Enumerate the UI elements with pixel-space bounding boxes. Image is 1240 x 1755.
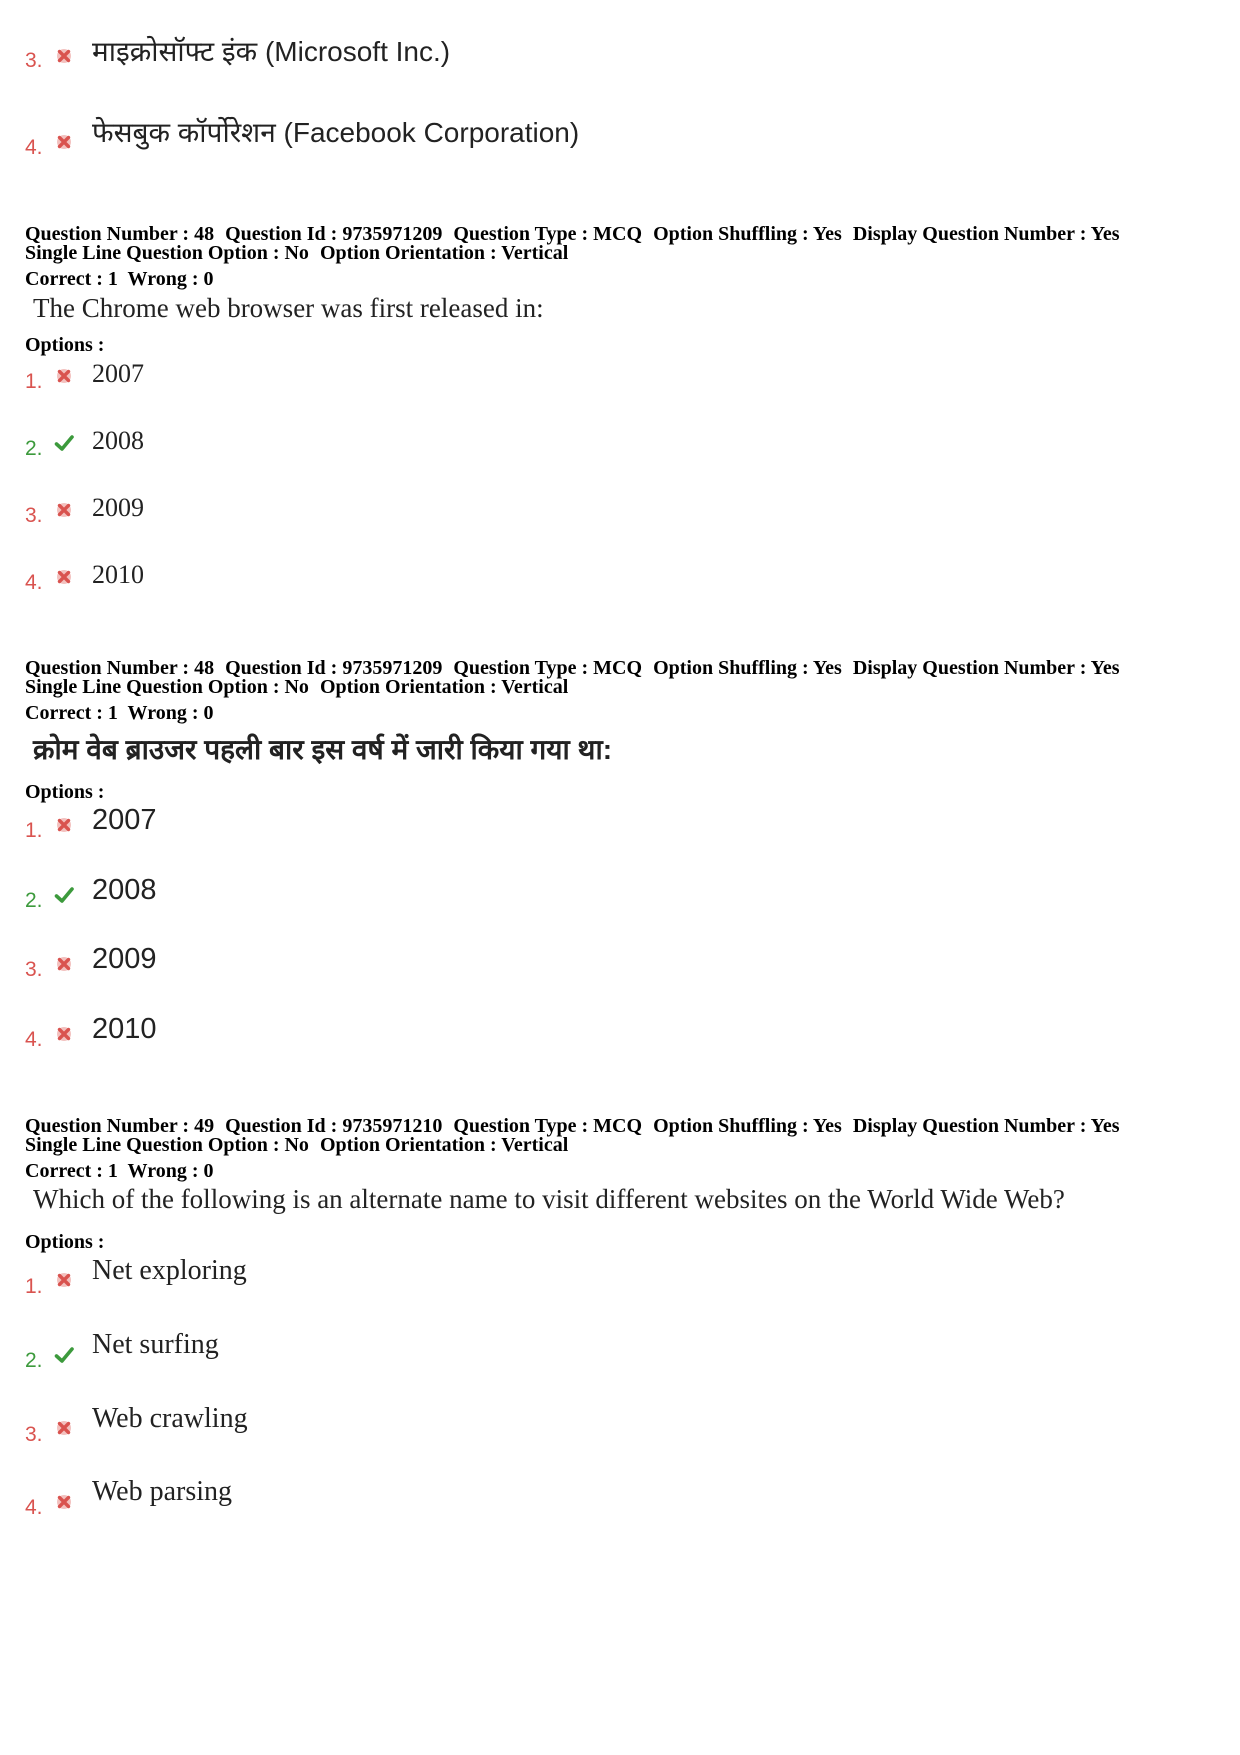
cross-icon — [54, 500, 74, 520]
option-text: 2008 — [92, 426, 144, 455]
cross-icon — [54, 1270, 74, 1290]
option-number: 3. — [25, 49, 43, 72]
option-text: Web crawling — [92, 1403, 248, 1434]
options-label: Options : — [25, 1231, 105, 1253]
option-text: 2010 — [92, 560, 144, 589]
cross-icon — [54, 132, 74, 152]
question-meta-line2: Single Line Question Option : No Option Orientation : Vertical — [25, 1134, 569, 1156]
question-meta-line2: Single Line Question Option : No Option Orientation : Vertical — [25, 676, 569, 698]
cross-icon — [54, 46, 74, 66]
option-text: Net surfing — [92, 1329, 219, 1360]
question-text: The Chrome web browser was first released in: — [33, 293, 544, 323]
cross-icon — [54, 366, 74, 386]
option-text: माइक्रोसॉफ्ट इंक (Microsoft Inc.) — [92, 36, 451, 67]
check-icon — [54, 1345, 74, 1365]
question-text: Which of the following is an alternate name to visit different websites on the World Wide Web? — [33, 1184, 1065, 1214]
cross-icon — [54, 954, 74, 974]
options-label: Options : — [25, 781, 105, 803]
cross-icon — [54, 1492, 74, 1512]
marks-line: Correct : 1 Wrong : 0 — [25, 268, 214, 290]
cross-icon — [54, 815, 74, 835]
option-text: फेसबुक कॉर्पोरेशन (Facebook Corporation) — [92, 117, 580, 148]
option-text: 2007 — [92, 359, 144, 388]
marks-line: Correct : 1 Wrong : 0 — [25, 702, 214, 724]
option-number: 4. — [25, 136, 43, 159]
option-text: 2010 — [92, 1013, 157, 1045]
question-meta-line1: Question Number : 48 Question Id : 9735971209 Question Type : MCQ Option Shuffling : Yes Display Question Number : Yes — [25, 223, 1120, 245]
option-text: Web parsing — [92, 1476, 233, 1507]
option-text: 2008 — [92, 874, 157, 906]
marks-line: Correct : 1 Wrong : 0 — [25, 1160, 214, 1182]
check-icon — [54, 885, 74, 905]
question-meta-line1: Question Number : 48 Question Id : 9735971209 Question Type : MCQ Option Shuffling : Yes Display Question Number : Yes — [25, 657, 1120, 679]
question-text: क्रोम वेब ब्राउजर पहली बार इस वर्ष में जारी किया गया था: — [33, 734, 613, 765]
cross-icon — [54, 567, 74, 587]
question-meta-line1: Question Number : 49 Question Id : 9735971210 Question Type : MCQ Option Shuffling : Yes Display Question Number : Yes — [25, 1115, 1120, 1137]
option-text: 2007 — [92, 804, 157, 836]
options-label: Options : — [25, 334, 105, 356]
question-meta-line2: Single Line Question Option : No Option Orientation : Vertical — [25, 242, 569, 264]
option-text: 2009 — [92, 493, 144, 522]
option-text: Net exploring — [92, 1255, 247, 1286]
cross-icon — [54, 1024, 74, 1044]
cross-icon — [54, 1418, 74, 1438]
option-text: 2009 — [92, 943, 157, 975]
check-icon — [54, 433, 74, 453]
